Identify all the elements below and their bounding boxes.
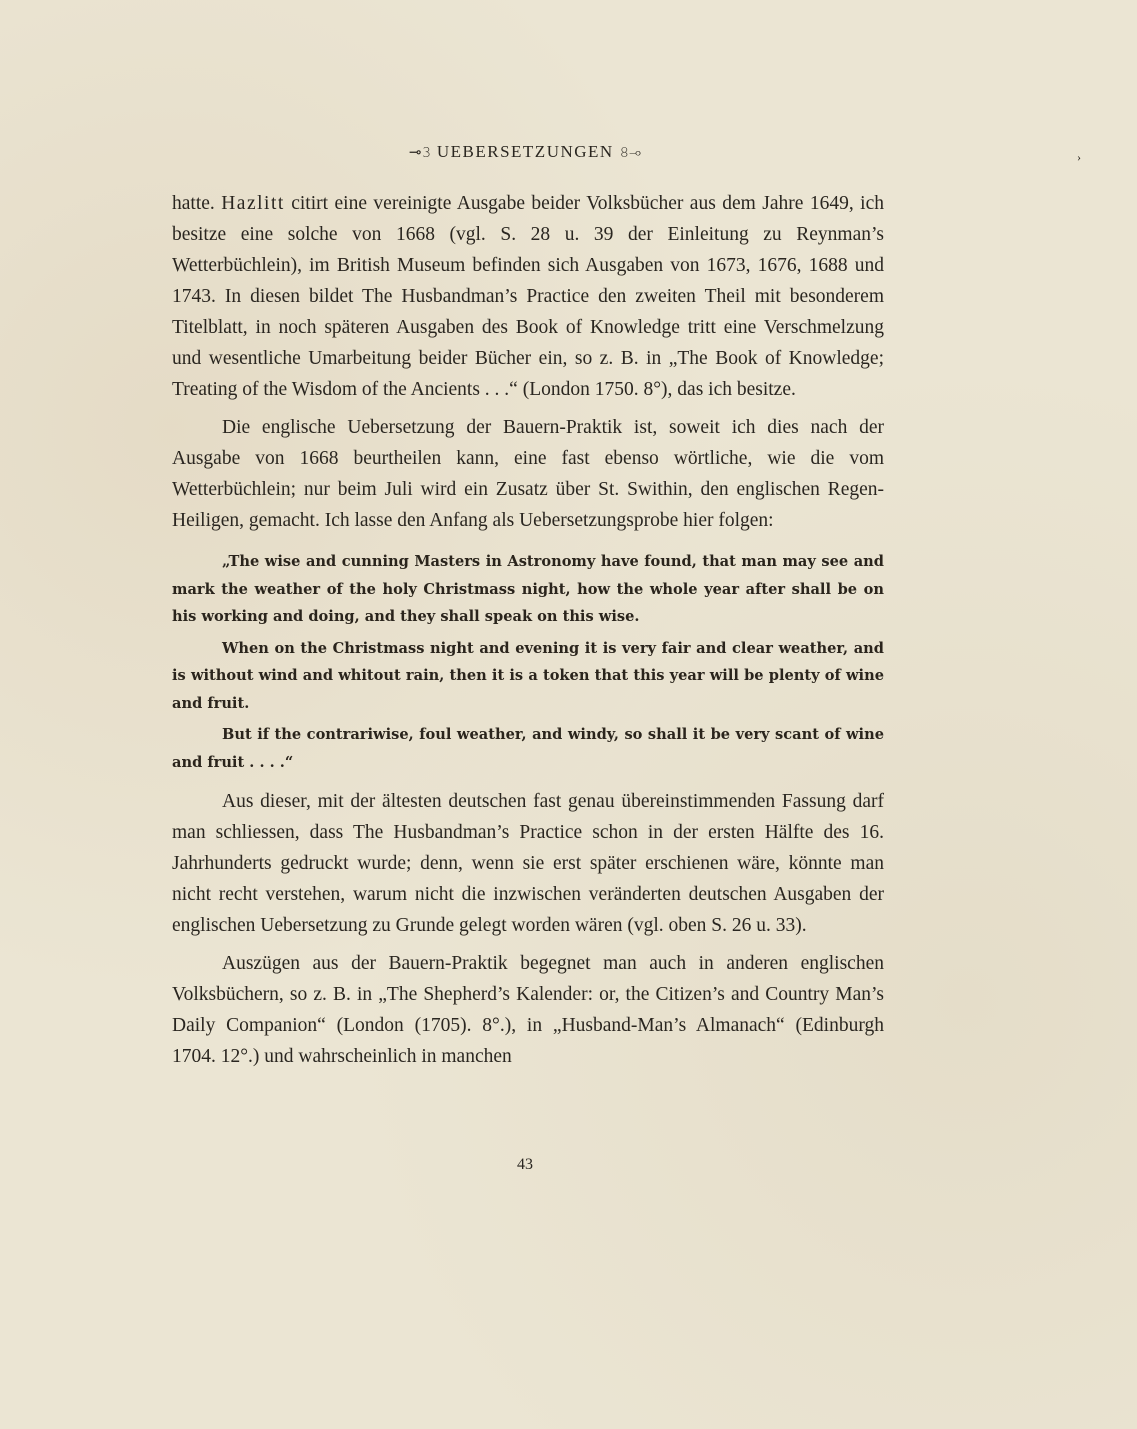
paragraph-1 xyxy=(172,188,884,405)
quote-3: But if the contrariwise, foul weather, and windy, so shall it be very scant of wine and fruit . . . .“ xyxy=(172,726,884,771)
paragraph-4: Auszügen aus der Bauern-Praktik begegnet man auch in anderen englischen Volksbüchern, so z. B. in „The Shepherd’s Kalender: or, the Citizen’s and Country Man’s Daily Companion“ (London (1705). 8°.), in „Husband-Man’s Almanach“ (Edinburgh 1704. 12°.) und wahrscheinlich in manchen xyxy=(172,953,884,1067)
blackletter-quotation xyxy=(172,548,884,776)
running-header xyxy=(0,142,1050,162)
header-title: UEBERSETZUNGEN xyxy=(436,142,614,161)
quote-2: When on the Christmass night and evening it is very fair and clear weather, and is without wind and whitout rain, then it is a token that this year will be plenty of wine and fruit. xyxy=(172,639,884,712)
paragraph-2: Die englische Uebersetzung der Bauern-Praktik ist, soweit ich dies nach der Ausgabe von 1668 beurtheilen kann, eine fast ebenso wörtliche, wie die vom Wetterbüchlein; nur beim Juli wird ein Zusatz über St. Swithin, den englischen Regen-Heiligen, gemacht. Ich lasse den Anfang als Uebersetzungsprobe hier folgen: xyxy=(172,417,884,531)
ornament-right: 𝟾⊸ xyxy=(619,145,642,161)
body-text xyxy=(172,188,884,1072)
page-number: 43 xyxy=(517,1156,533,1173)
edge-mark-decoration: › xyxy=(1077,150,1081,164)
ornament-left: ⊸𝟹 xyxy=(408,145,432,161)
paragraph-3: Aus dieser, mit der ältesten deutschen fast genau übereinstimmenden Fassung darf man schliessen, dass The Husbandman’s Practice schon in der ersten Hälfte des 16. Jahrhunderts gedruckt wurde; denn, wenn sie erst später erschienen wäre, könnte man nicht recht verstehen, warum nicht die inzwischen veränderten deutschen Ausgaben der englischen Uebersetzung zu Grunde gelegt worden wären (vgl. oben S. 26 u. 33). xyxy=(172,791,884,936)
quote-1: „The wise and cunning Masters in Astronomy have found, that man may see and mark the weather of the holy Christmass night, how the whole year after shall be on his working and doing, and they shall speak on this wise. xyxy=(172,553,884,625)
author-name-spaced: Hazlitt xyxy=(221,193,285,214)
paragraph-1-rest: citirt eine vereinigte Ausgabe beider Volksbücher aus dem Jahre 1649, ich besitze eine solche von 1668 (vgl. S. 28 u. 39 der Einleitung zu Reynman’s Wetterbüchlein), im British Museum befinden sich Ausgaben von 1673, 1676, 1688 und 1743. In diesen bildet The Husbandman’s Practice den zweiten Theil mit besonderem Titelblatt, in noch späteren Ausgaben des Book of Knowledge tritt eine Verschmelzung und wesentliche Umarbeitung beider Bücher ein, so z. B. in „The Book of Knowledge; Treating of the Wisdom of the Ancients . . .“ (London 1750. 8°), das ich besitze. xyxy=(172,193,884,400)
paragraph-1-start: hatte. xyxy=(172,193,222,214)
